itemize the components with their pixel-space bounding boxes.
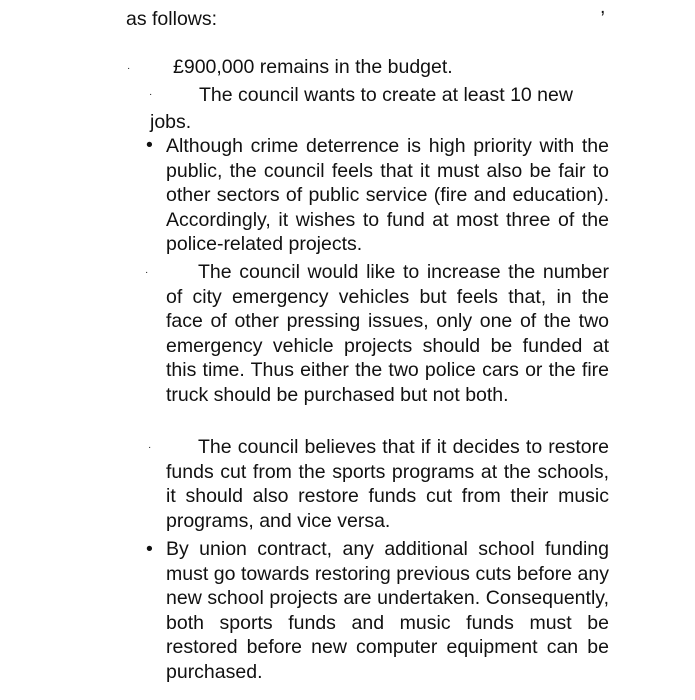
clipped-comma: , xyxy=(600,0,606,18)
bullet-6-text: By union contract, any additional school funding must go towards restoring previous cuts before any new school projects are undertaken. Consequently, both sports funds and music funds must be restored before new computer equipment can be purchased. xyxy=(166,538,609,683)
bullet-marker-2: · xyxy=(149,89,153,100)
bullet-2-line-2: jobs. xyxy=(150,111,192,133)
bullet-marker-6: • xyxy=(146,538,153,560)
bullet-4-text: The council would like to increase the number of city emergency vehicles but feels that, in the face of other pressing issues, only one of the two emergency vehicle projects should be funded at this time. Thus either the two police cars or the fire truck should be purchased but not both. xyxy=(166,261,609,406)
bullet-1-text: £900,000 remains in the budget. xyxy=(173,56,453,78)
bullet-marker-1: · xyxy=(127,63,131,74)
bullet-3-text: Although crime deterrence is high priority with the public, the council feels that it must also be fair to other sectors of public service (fire and education). Accordingly, it wishes to fund at most three of the police-related projects. xyxy=(166,135,609,256)
bullet-marker-3: • xyxy=(146,134,153,156)
bullet-marker-5: · xyxy=(148,442,152,453)
intro-text: as follows: xyxy=(126,8,218,30)
bullet-2-line-1: The council wants to create at least 10 new xyxy=(199,84,573,106)
bullet-5-text: The council believes that if it decides to restore funds cut from the sports programs at the schools, it should also restore funds cut from their music programs, and vice versa. xyxy=(166,436,609,532)
bullet-marker-4: · xyxy=(145,267,149,278)
